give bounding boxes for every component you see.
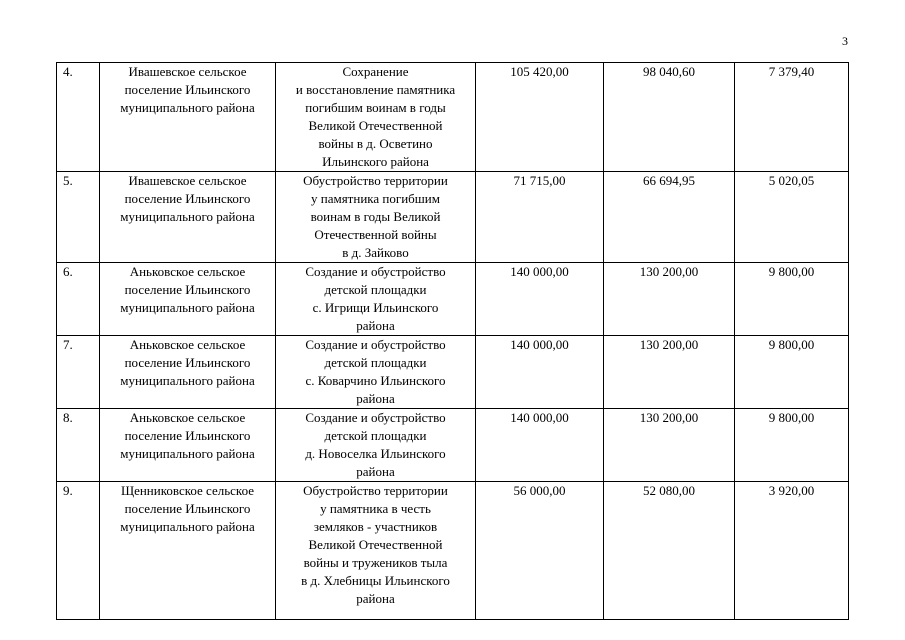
- total-amount-cell: 105 420,00: [476, 63, 604, 172]
- settlement-cell: Аньковское сельское поселение Ильинского муниципального района: [100, 409, 276, 482]
- settlement-cell: Щенниковское сельское поселение Ильинского муниципального района: [100, 482, 276, 620]
- settlement-cell: Аньковское сельское поселение Ильинского муниципального района: [100, 263, 276, 336]
- project-cell: Создание и обустройство детской площадки с. Игрищи Ильинского района: [276, 263, 476, 336]
- total-amount-cell: 71 715,00: [476, 172, 604, 263]
- project-cell: Создание и обустройство детской площадки д. Новоселка Ильинского района: [276, 409, 476, 482]
- table-row: [57, 63, 849, 172]
- table-row: [57, 336, 849, 409]
- table-row: [57, 409, 849, 482]
- settlement-cell: Ивашевское сельское поселение Ильинского муниципального района: [100, 172, 276, 263]
- row-number: 8.: [57, 409, 100, 482]
- amount-col3-cell: 9 800,00: [735, 336, 849, 409]
- row-number: 5.: [57, 172, 100, 263]
- amount-col2-cell: 130 200,00: [604, 409, 735, 482]
- amount-col3-cell: 9 800,00: [735, 263, 849, 336]
- table-row: [57, 482, 849, 620]
- project-cell: Обустройство территории у памятника в честь земляков - участников Великой Отечественной войны и тружеников тыла в д. Хлебницы Ильинского района: [276, 482, 476, 620]
- grant-table: [56, 62, 849, 620]
- table-row: [57, 172, 849, 263]
- amount-col3-cell: 5 020,05: [735, 172, 849, 263]
- amount-col3-cell: 7 379,40: [735, 63, 849, 172]
- project-cell: Обустройство территории у памятника погибшим воинам в годы Великой Отечественной войны в д. Зайково: [276, 172, 476, 263]
- amount-col2-cell: 98 040,60: [604, 63, 735, 172]
- settlement-cell: Аньковское сельское поселение Ильинского муниципального района: [100, 336, 276, 409]
- total-amount-cell: 56 000,00: [476, 482, 604, 620]
- total-amount-cell: 140 000,00: [476, 409, 604, 482]
- page-number: 3: [842, 34, 848, 48]
- settlement-cell: Ивашевское сельское поселение Ильинского муниципального района: [100, 63, 276, 172]
- row-number: 9.: [57, 482, 100, 620]
- row-number: 6.: [57, 263, 100, 336]
- project-cell: Создание и обустройство детской площадки с. Коварчино Ильинского района: [276, 336, 476, 409]
- table-row: [57, 263, 849, 336]
- row-number: 7.: [57, 336, 100, 409]
- amount-col2-cell: 130 200,00: [604, 263, 735, 336]
- project-cell: Сохранение и восстановление памятника погибшим воинам в годы Великой Отечественной войны в д. Осветино Ильинского района: [276, 63, 476, 172]
- total-amount-cell: 140 000,00: [476, 263, 604, 336]
- table-body: [57, 63, 849, 620]
- amount-col3-cell: 3 920,00: [735, 482, 849, 620]
- amount-col2-cell: 66 694,95: [604, 172, 735, 263]
- total-amount-cell: 140 000,00: [476, 336, 604, 409]
- amount-col3-cell: 9 800,00: [735, 409, 849, 482]
- row-number: 4.: [57, 63, 100, 172]
- amount-col2-cell: 130 200,00: [604, 336, 735, 409]
- amount-col2-cell: 52 080,00: [604, 482, 735, 620]
